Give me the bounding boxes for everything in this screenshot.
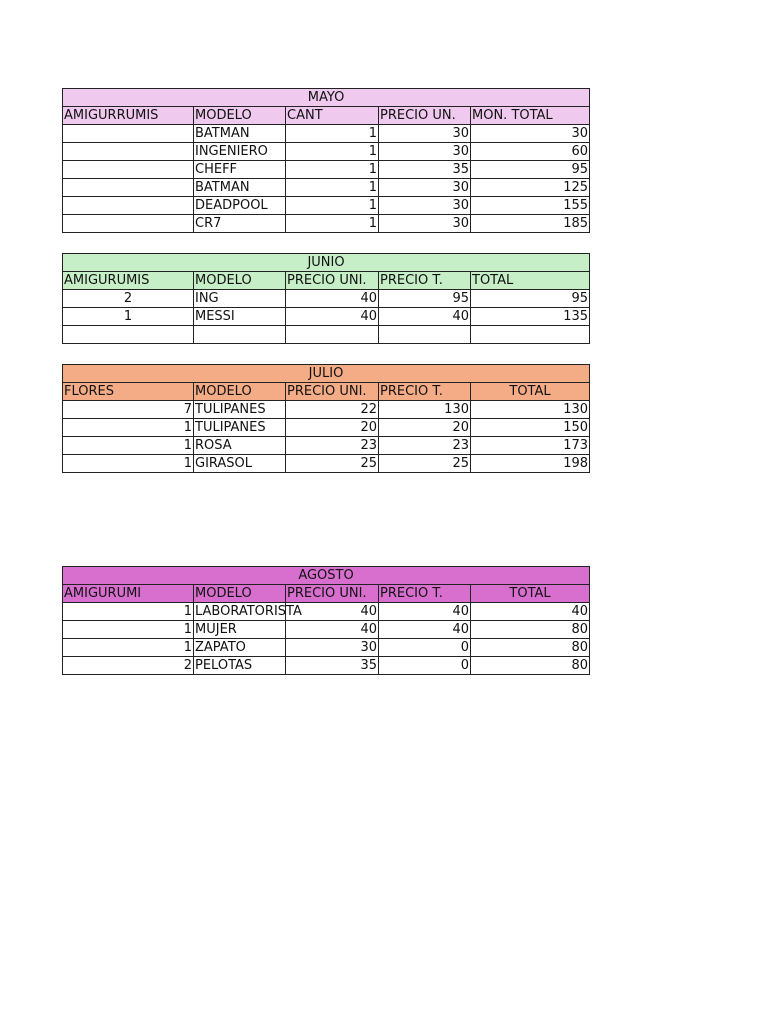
cell[interactable]: 1 [63,603,194,621]
cell[interactable]: 30 [379,125,471,143]
cell[interactable]: 0 [379,657,471,675]
cell[interactable]: CHEFF [194,161,286,179]
header-cell[interactable]: AMIGURUMIS [63,272,194,290]
header-row [63,272,590,290]
table-row [63,308,590,326]
cell[interactable]: 30 [379,197,471,215]
cell[interactable]: 95 [471,161,590,179]
table-row [63,161,590,179]
cell[interactable]: 173 [471,437,590,455]
cell[interactable]: 20 [379,419,471,437]
cell[interactable]: 23 [286,437,379,455]
cell[interactable] [379,326,471,344]
cell[interactable]: 1 [286,143,379,161]
cell[interactable]: 40 [286,603,379,621]
header-cell[interactable]: PRECIO UNI. [286,585,379,603]
cell[interactable] [194,326,286,344]
table-mayo [62,88,590,233]
cell[interactable]: 30 [471,125,590,143]
header-cell[interactable]: AMIGURUMI [63,585,194,603]
table-row [63,401,590,419]
table-row [63,603,590,621]
cell[interactable]: 2 [63,657,194,675]
cell[interactable] [63,161,194,179]
cell[interactable] [63,215,194,233]
header-row [63,585,590,603]
header-row [63,383,590,401]
cell[interactable]: 40 [379,621,471,639]
header-cell[interactable]: PRECIO UNI. [286,272,379,290]
header-cell[interactable]: TOTAL [471,272,590,290]
table-row [63,419,590,437]
cell[interactable]: CR7 [194,215,286,233]
header-cell[interactable]: PRECIO UN. [379,107,471,125]
table-title[interactable]: AGOSTO [63,567,590,585]
cell[interactable]: 130 [379,401,471,419]
cell[interactable]: 135 [471,308,590,326]
table-junio [62,253,590,344]
header-cell[interactable]: FLORES [63,383,194,401]
table-row [63,639,590,657]
cell[interactable]: 35 [379,161,471,179]
cell[interactable]: DEADPOOL [194,197,286,215]
header-cell[interactable]: CANT [286,107,379,125]
header-cell[interactable]: MODELO [194,585,286,603]
cell[interactable]: 125 [471,179,590,197]
cell[interactable]: TULIPANES [194,419,286,437]
cell[interactable]: 150 [471,419,590,437]
header-cell[interactable]: MODELO [194,272,286,290]
cell[interactable] [63,143,194,161]
table-row [63,143,590,161]
table-title[interactable]: JUNIO [63,254,590,272]
cell[interactable]: 7 [63,401,194,419]
cell[interactable]: 30 [379,179,471,197]
cell[interactable]: 30 [379,143,471,161]
cell[interactable]: 40 [286,308,379,326]
cell[interactable] [63,326,194,344]
cell[interactable]: 185 [471,215,590,233]
cell[interactable]: 1 [286,197,379,215]
table-title[interactable]: JULIO [63,365,590,383]
header-cell[interactable]: AMIGURRUMIS [63,107,194,125]
table-title-row [63,254,590,272]
cell[interactable]: 80 [471,621,590,639]
cell[interactable]: MUJER [194,621,286,639]
header-cell[interactable]: PRECIO T. [379,383,471,401]
header-cell[interactable]: TOTAL [471,383,590,401]
table-julio [62,364,590,473]
cell[interactable]: 40 [286,290,379,308]
cell[interactable]: 60 [471,143,590,161]
table-title[interactable]: MAYO [63,89,590,107]
cell[interactable]: ING [194,290,286,308]
cell[interactable]: PELOTAS [194,657,286,675]
cell[interactable]: 1 [286,179,379,197]
cell[interactable]: 95 [379,290,471,308]
cell[interactable]: 40 [379,308,471,326]
header-row [63,107,590,125]
cell[interactable]: 20 [286,419,379,437]
cell[interactable]: 40 [471,603,590,621]
cell[interactable]: 198 [471,455,590,473]
cell[interactable] [286,326,379,344]
cell[interactable]: 23 [379,437,471,455]
cell[interactable]: 40 [286,621,379,639]
table-row [63,197,590,215]
table-agosto [62,566,590,675]
header-cell[interactable]: PRECIO UNI. [286,383,379,401]
cell[interactable]: 155 [471,197,590,215]
cell[interactable]: BATMAN [194,125,286,143]
cell[interactable]: 25 [286,455,379,473]
cell[interactable]: 30 [379,215,471,233]
table-row [63,326,590,344]
cell[interactable]: 22 [286,401,379,419]
table-row [63,125,590,143]
cell[interactable] [471,326,590,344]
table-row [63,621,590,639]
table-row [63,455,590,473]
cell[interactable]: 130 [471,401,590,419]
cell[interactable]: 1 [286,125,379,143]
cell[interactable]: 40 [379,603,471,621]
table-title-row [63,567,590,585]
table-row [63,179,590,197]
cell[interactable] [63,179,194,197]
cell[interactable]: INGENIERO [194,143,286,161]
cell[interactable]: LABORATORISTA [195,604,302,619]
cell[interactable]: BATMAN [194,179,286,197]
cell[interactable]: 80 [471,657,590,675]
cell[interactable]: MESSI [194,308,286,326]
cell[interactable]: 95 [471,290,590,308]
cell[interactable]: 2 [63,290,194,308]
cell[interactable]: ROSA [194,437,286,455]
cell[interactable]: 1 [286,215,379,233]
cell[interactable]: 1 [63,308,194,326]
cell[interactable]: 30 [286,639,379,657]
table-title-row [63,89,590,107]
header-cell[interactable]: PRECIO T. [379,585,471,603]
cell[interactable]: 25 [379,455,471,473]
cell[interactable]: 1 [63,437,194,455]
header-cell[interactable]: MON. TOTAL [471,107,590,125]
cell[interactable]: 1 [63,639,194,657]
cell[interactable] [63,125,194,143]
table-row [63,290,590,308]
header-cell[interactable]: PRECIO T. [379,272,471,290]
header-cell[interactable]: MODELO [194,107,286,125]
cell[interactable]: ZAPATO [194,639,286,657]
cell[interactable]: 1 [63,621,194,639]
cell[interactable]: 1 [63,455,194,473]
header-cell[interactable]: TOTAL [471,585,590,603]
table-row [63,215,590,233]
cell[interactable]: 35 [286,657,379,675]
cell[interactable]: TULIPANES [194,401,286,419]
cell[interactable]: 1 [286,161,379,179]
header-cell[interactable]: MODELO [194,383,286,401]
cell[interactable] [63,197,194,215]
cell[interactable]: 80 [471,639,590,657]
table-row [63,657,590,675]
cell[interactable]: 0 [379,639,471,657]
cell[interactable]: GIRASOL [194,455,286,473]
table-row [63,437,590,455]
table-title-row [63,365,590,383]
cell[interactable]: 1 [63,419,194,437]
